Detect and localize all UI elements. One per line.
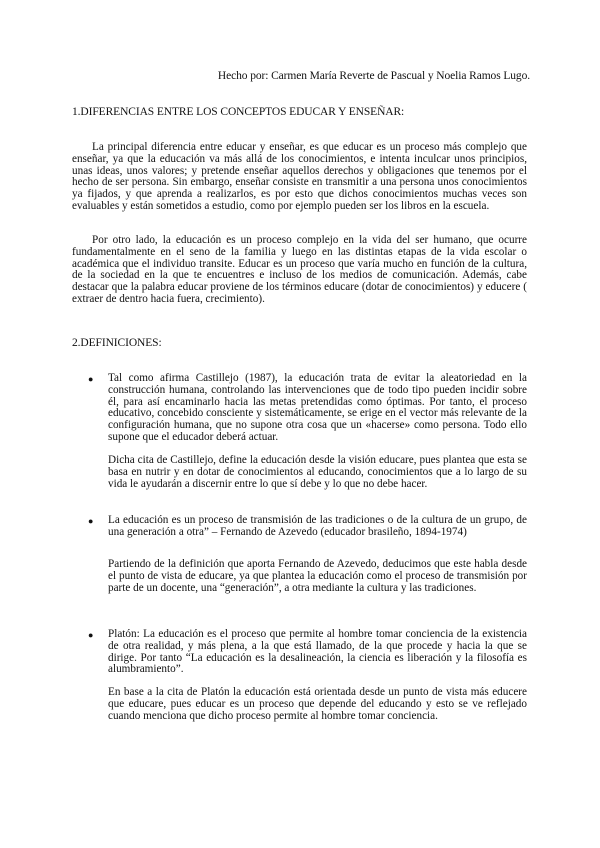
definition-quote: Platón: La educación es el proceso que permite al hombre tomar conciencia de la existencia de otra realidad, y más plena, a la que está llamado, de la que procede y hacia la que se dirige. Por tanto “La educación es la desalineación, la ciencia es liberación y la filosofía es alumbramiento”. [108, 628, 527, 676]
section-2-heading: 2.DEFINICIONES: [72, 337, 162, 349]
bullet-icon: ● [88, 374, 94, 384]
author-line: Hecho por: Carmen María Reverte de Pascual y Noelia Ramos Lugo. [217, 70, 530, 82]
section-1-paragraph-1: La principal diferencia entre educar y enseñar, es que educar es un proceso más complejo que enseñar, ya que la educación va más allá de los conocimientos, e intenta inculcar unos principios, unas ideas, unos valores; y pretende enseñar aquellos derechos y obligaciones que tenemos por el hecho de ser persona. Sin embargo, enseñar consiste en transmitir a una persona unos conocimientos ya fijados, y que aprenda a realizarlos, es por esto que dichos conocimientos muchas veces son evaluables y están sometidos a estudio, como por ejemplo pueden ser los libros en la escuela. [72, 141, 527, 212]
definition-comment: En base a la cita de Platón la educación está orientada desde un punto de vista más educere que educare, pues educar es un proceso que depende del educando y esto se ve reflejado cuando menciona que dicho proceso permite al hombre tomar conciencia. [108, 686, 527, 722]
section-1-heading: 1.DIFERENCIAS ENTRE LOS CONCEPTOS EDUCAR Y ENSEÑAR: [72, 106, 405, 118]
bullet-icon: ● [88, 630, 94, 640]
definition-comment: Dicha cita de Castillejo, define la educación desde la visión educare, pues plantea que esta se basa en nutrir y en dotar de conocimientos al educando, conocimientos que a lo largo de su vida le ayudarán a discernir entre lo que sí debe y lo que no debe hacer. [108, 454, 527, 490]
definition-quote: La educación es un proceso de transmisión de las tradiciones o de la cultura de un grupo, de una generación a otra” – Fernando de Azevedo (educador brasileño, 1894-1974) [108, 514, 527, 538]
section-1-paragraph-2: Por otro lado, la educación es un proceso complejo en la vida del ser humano, que ocurre fundamentalmente en el seno de la familia y luego en las distintas etapas de la vida escolar o académica que el individuo transite. Educar es un proceso que varía mucho en función de la cultura, de la sociedad en la que te encuentres e incluso de los medios de comunicación. Además, cabe destacar que la palabra educar proviene de los términos educare (dotar de conocimientos) y educere ( extraer de dentro hacia fuera, crecimiento). [72, 234, 527, 305]
bullet-icon: ● [88, 516, 94, 526]
definition-quote: Tal como afirma Castillejo (1987), la educación trata de evitar la aleatoriedad en la construcción humana, controlando las intervenciones que de todo tipo pueden incidir sobre él, para así encaminarlo hacia las metas pretendidas como óptimas. Por tanto, el proceso educativo, concebido consciente y sistemáticamente, se erige en el vector más relevante de la configuración humana, que no supone otra cosa que un «hacerse» como persona. Todo ello supone que el educador deberá actuar. [108, 372, 527, 443]
definition-comment: Partiendo de la definición que aporta Fernando de Azevedo, deducimos que este habla desde el punto de vista de educare, ya que plantea la educación como el proceso de transmisión por parte de un docente, una “generación”, a otra mediante la cultura y las tradiciones. [108, 558, 527, 594]
